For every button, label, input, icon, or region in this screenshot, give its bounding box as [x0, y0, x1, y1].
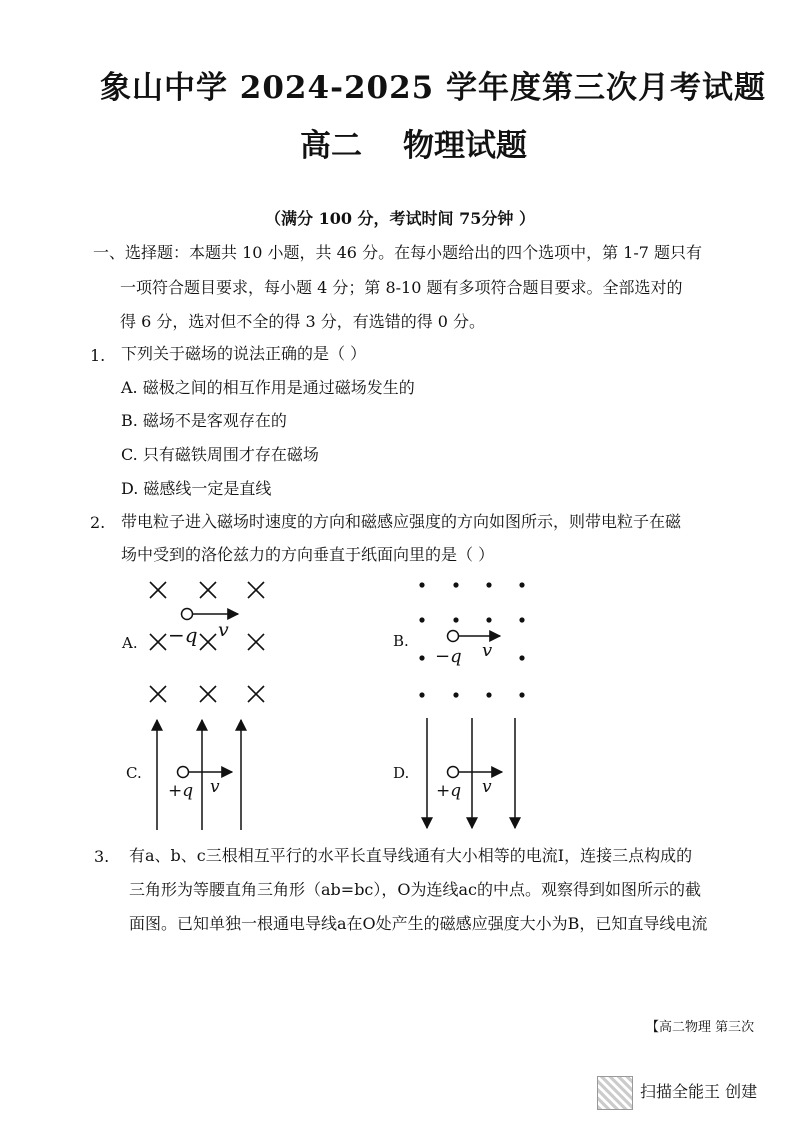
q3-line-1: 有a、b、c三根相互平行的水平长直导线通有大小相等的电流I，连接三点构成的	[129, 846, 693, 865]
field-line-down-icons	[427, 718, 515, 828]
q1-number: 1.	[90, 346, 106, 365]
q1-option-a: A. 磁极之间的相互作用是通过磁场发生的	[121, 378, 415, 397]
q2-number: 2.	[90, 513, 106, 532]
exam-title: 象山中学 2024-2025 学年度第三次月考试题	[100, 70, 767, 106]
q2-c-label: C.	[126, 764, 142, 782]
q2-a-velocity: v	[218, 619, 229, 641]
field-line-up-icons	[157, 720, 241, 830]
q2-figure-a	[118, 570, 288, 710]
charge-particle-icon	[182, 609, 193, 620]
q2-b-charge: −q	[435, 646, 462, 667]
subject-label: 物理试题	[403, 128, 527, 164]
q3-line-2: 三角形为等腰直角三角形（ab=bc），O为连线ac的中点。观察得到如图所示的截	[129, 880, 702, 899]
charge-particle-icon	[178, 767, 189, 778]
q2-d-velocity: v	[482, 777, 492, 797]
q2-figure-b	[390, 570, 550, 710]
q2-stem-line-2: 场中受到的洛伦兹力的方向垂直于纸面向里的是（ ）	[121, 545, 495, 564]
q2-b-velocity: v	[482, 640, 493, 661]
q1-option-b: B. 磁场不是客观存在的	[121, 411, 287, 430]
grade-label: 高二	[300, 128, 362, 164]
q2-c-charge: +q	[168, 781, 194, 801]
section1-line-2: 一项符合题目要求，每小题 4 分；第 8-10 题有多项符合题目要求。全部选对的	[120, 278, 683, 297]
section1-line-1: 一、选择题：本题共 10 小题，共 46 分。在每小题给出的四个选项中，第 1-7 题只有	[93, 243, 703, 262]
exam-info: （满分 100 分，考试时间 75分钟 ）	[265, 209, 535, 228]
q2-d-charge: +q	[436, 781, 462, 801]
q1-option-d: D. 磁感线一定是直线	[121, 479, 272, 498]
q2-d-label: D.	[393, 764, 410, 782]
charge-particle-icon	[448, 631, 459, 642]
q2-stem-line-1: 带电粒子进入磁场时速度的方向和磁感应强度的方向如图所示，则带电粒子在磁	[121, 512, 682, 531]
page-tag: 【高二物理 第三次	[646, 1020, 755, 1035]
q2-a-charge: −q	[168, 623, 198, 647]
q2-c-velocity: v	[210, 777, 220, 797]
q3-number: 3.	[94, 847, 110, 866]
q2-figure-c	[118, 712, 268, 837]
scanner-watermark: 扫描全能王 创建	[640, 1082, 758, 1101]
field-dot-icons	[419, 582, 524, 697]
q2-b-label: B.	[393, 632, 409, 650]
q3-line-3: 面图。已知单独一根通电导线a在O处产生的磁感应强度大小为B，已知直导线电流	[129, 914, 708, 933]
q2-a-label: A.	[122, 634, 138, 652]
section1-line-3: 得 6 分，选对但不全的得 3 分，有选错的得 0 分。	[120, 312, 486, 331]
charge-particle-icon	[448, 767, 459, 778]
q1-option-c: C. 只有磁铁周围才存在磁场	[121, 445, 319, 464]
scanner-logo-icon	[597, 1076, 633, 1110]
q1-stem: 下列关于磁场的说法正确的是（ ）	[121, 344, 367, 363]
q2-figure-d	[390, 712, 540, 837]
